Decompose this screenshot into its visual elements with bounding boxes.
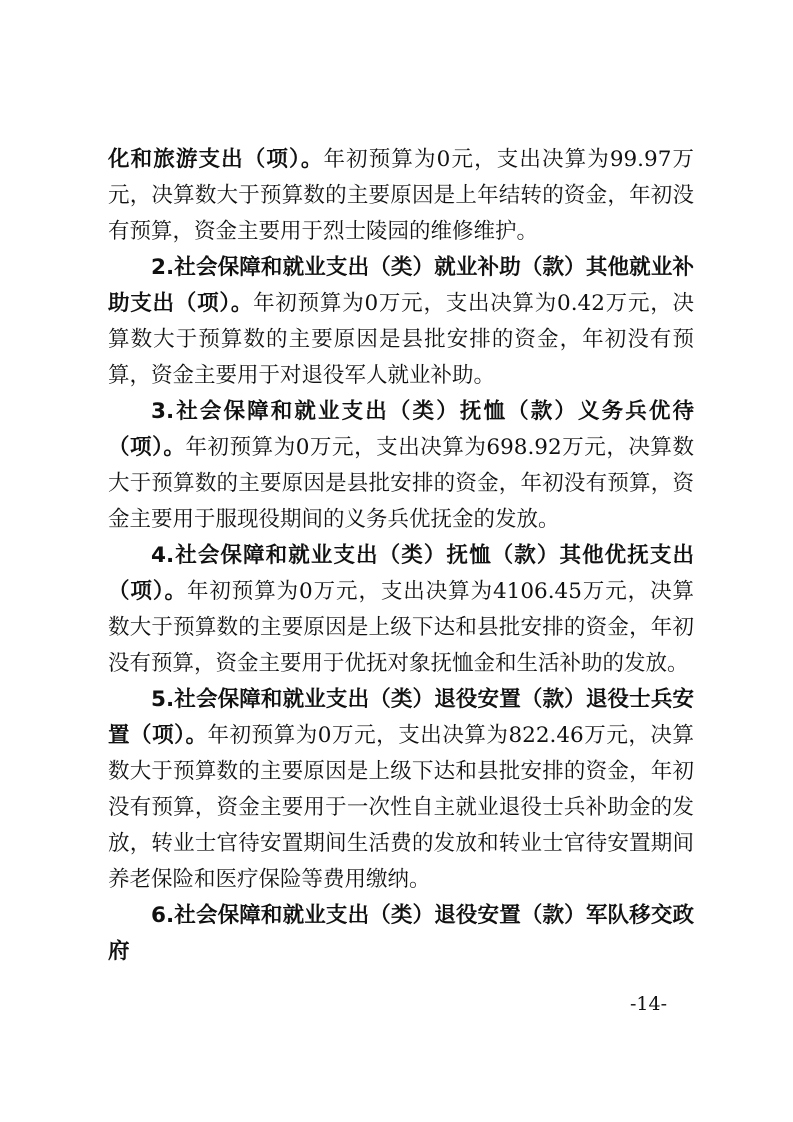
paragraph-military-transfer: [108, 898, 694, 970]
paragraph-text: 年初预算为0元，支出决算为99.97万元，决算数大于预算数的主要原因是上年结转的资金，年初没有预算，资金主要用于烈士陵园的维修维护。: [108, 147, 694, 244]
paragraph-culture-tourism: [108, 142, 694, 250]
paragraph-heading: 化和旅游支出（项）。: [108, 147, 324, 172]
paragraph-heading: 5.社会保障和就业支出（类）退役安置（款）退役士兵安置（项）。: [108, 687, 694, 748]
paragraph-conscript-benefit: [108, 394, 694, 538]
paragraph-employment-subsidy: [108, 250, 694, 394]
paragraph-heading: 6.社会保障和就业支出（类）退役安置（款）军队移交政府: [108, 903, 694, 964]
paragraph-veteran-resettlement: [108, 682, 694, 898]
paragraph-heading: 2.社会保障和就业支出（类）就业补助（款）其他就业补助支出（项）。: [108, 255, 694, 316]
paragraph-other-pension: [108, 538, 694, 682]
paragraph-text: 年初预算为0万元，支出决算为4106.45万元，决算数大于预算数的主要原因是上级下达和县批安排的资金，年初没有预算，资金主要用于优抚对象抚恤金和生活补助的发放。: [108, 579, 694, 676]
paragraph-text: 年初预算为0万元，支出决算为0.42万元，决算数大于预算数的主要原因是县批安排的资金，年初没有预算，资金主要用于对退役军人就业补助。: [108, 291, 694, 388]
page-number: -14-: [630, 993, 668, 1015]
paragraph-text: 年初预算为0万元，支出决算为698.92万元，决算数大于预算数的主要原因是县批安排的资金，年初没有预算，资金主要用于服现役期间的义务兵优抚金的发放。: [108, 435, 694, 532]
document-body: [108, 142, 694, 970]
paragraph-text: 年初预算为0万元，支出决算为822.46万元，决算数大于预算数的主要原因是上级下达和县批安排的资金，年初没有预算，资金主要用于一次性自主就业退役士兵补助金的发放，转业士官待安置期间生活费的发放和转业士官待安置期间养老保险和医疗保险等费用缴纳。: [108, 723, 694, 892]
paragraph-heading: 4.社会保障和就业支出（类）抚恤（款）其他优抚支出（项）。: [108, 543, 694, 604]
paragraph-heading: 3.社会保障和就业支出（类）抚恤（款）义务兵优待（项）。: [108, 399, 694, 460]
